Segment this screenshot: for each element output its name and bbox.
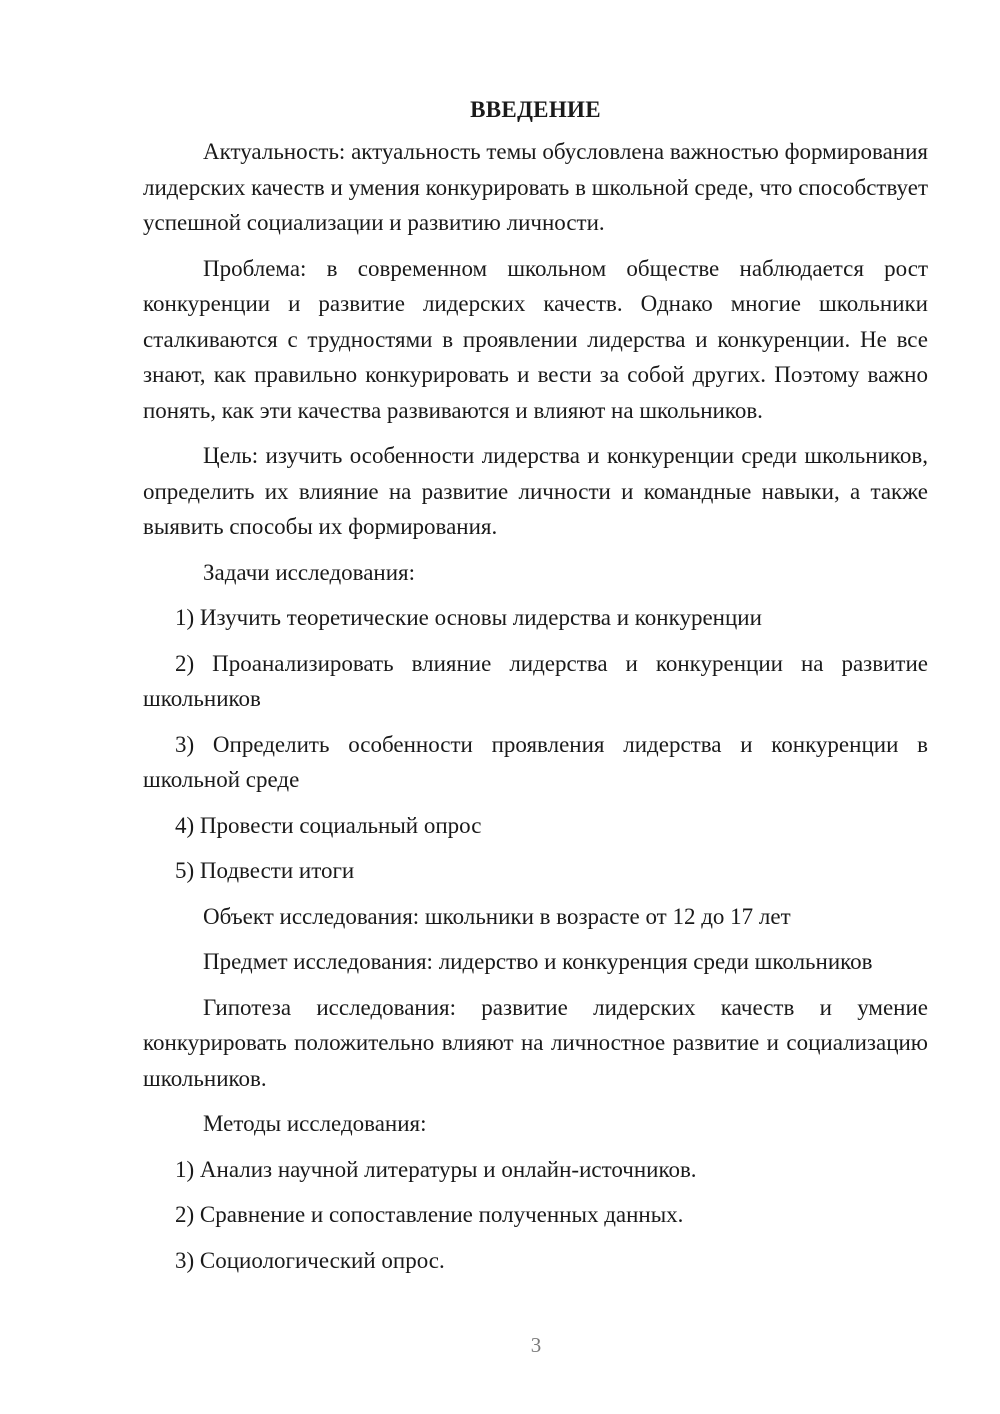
method-item: 3) Социологический опрос. [175,1247,445,1273]
page-title: ВВЕДЕНИЕ [470,97,601,122]
paragraph-goal: Цель: изучить особенности лидерства и конкуренции среди школьников, определить их влияние на развитие личности и командные навыки, а также выявить способы их формирования. [143,443,928,539]
task-item: 4) Провести социальный опрос [175,812,482,838]
task-item: 1) Изучить теоретические основы лидерства и конкуренции [175,605,762,630]
research-subject: Предмет исследования: лидерство и конкуренция среди школьников [203,949,873,974]
methods-heading: Методы исследования: [203,1111,427,1136]
research-object: Объект исследования: школьники в возрасте от 12 до 17 лет [203,903,791,929]
research-hypothesis: Гипотеза исследования: развитие лидерских качеств и умение конкурировать положительно влияют на личностное развитие и социализацию школьников. [143,994,928,1091]
task-item: 3) Определить особенности проявления лидерства и конкуренции в школьной среде [143,731,928,792]
task-item: 5) Подвести итоги [175,858,355,883]
paragraph-relevance: Актуальность: актуальность темы обусловлена важностью формирования лидерских качеств и умения конкурировать в школьной среде, что способствует успешной социализации и развитию личности. [143,139,928,235]
tasks-heading: Задачи исследования: [203,559,416,585]
method-item: 2) Сравнение и сопоставление полученных данных. [175,1202,684,1227]
page-content [143,92,928,1288]
task-item: 2) Проанализировать влияние лидерства и конкуренции на развитие школьников [143,650,928,711]
paragraph-problem: Проблема: в современном школьном обществе наблюдается рост конкуренции и развитие лидерских качеств. Однако многие школьники сталкиваются с трудностями в проявлении лидерства и конкуренции. Не все знают, как правильно конкурировать и вести за собой других. Поэтому важно понять, как эти качества развиваются и влияют на школьников. [143,255,928,423]
method-item: 1) Анализ научной литературы и онлайн-источников. [175,1156,697,1182]
page-number: 3 [530,1333,542,1357]
